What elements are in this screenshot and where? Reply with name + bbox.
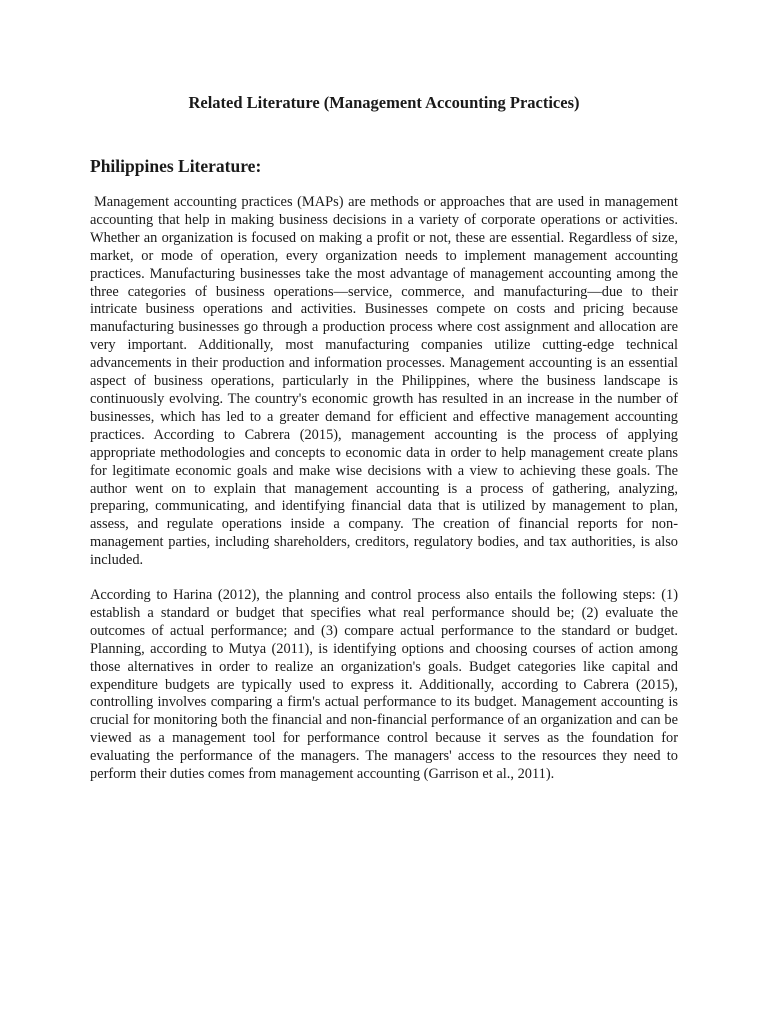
- document-title: Related Literature (Management Accounting Practices): [188, 93, 580, 112]
- section-heading-philippines-literature: Philippines Literature:: [90, 156, 262, 176]
- body-paragraph-2: According to Harina (2012), the planning and control process also entails the following steps: (1) establish a standard or budget that specifies what real performance should be; (2) evaluate the outcomes of actual performance; and (3) compare actual performance to the standard or budget. Planning, according to Mutya (2011), is identifying options and choosing courses of action among those alternatives in order to realize an organization's goals. Budget categories like capital and expenditure budgets are typically used to express it. Additionally, according to Cabrera (2015), controlling involves comparing a firm's actual performance to its budget. Management accounting is crucial for monitoring both the financial and non-financial performance of an organization and can be viewed as a management tool for performance control because it serves as the foundation for evaluating the performance of the managers. The managers' access to the resources they need to perform their duties comes from management accounting (Garrison et al., 2011).: [90, 587, 678, 783]
- body-paragraph-1: Management accounting practices (MAPs) are methods or approaches that are used in management accounting that help in making business decisions in a variety of corporate operations or activities. Whether an organization is focused on making a profit or not, these are essential. Regardless of size, market, or mode of operation, every organization needs to implement management accounting practices. Manufacturing businesses take the most advantage of management accounting among the three categories of business operations—service, commerce, and manufacturing—due to their intricate business operations and activities. Businesses compete on costs and pricing because manufacturing businesses go through a production process where cost assignment and allocation are very important. Additionally, most manufacturing companies utilize cutting-edge technical advancements in their production and information processes. Management accounting is an essential aspect of business operations, particularly in the Philippines, where the business landscape is continuously evolving. The country's economic growth has resulted in an increase in the number of businesses, which has led to a greater demand for efficient and effective management accounting practices. According to Cabrera (2015), management accounting is the process of applying appropriate methodologies and concepts to economic data in order to help management create plans for legitimate economic goals and make wise decisions with a view to achieving these goals. The author went on to explain that management accounting is a process of gathering, analyzing, preparing, communicating, and identifying financial data that is utilized by management to plan, assess, and regulate operations inside a company. The creation of financial reports for non-management parties, including shareholders, creditors, regulatory bodies, and tax authorities, is also included.: [90, 194, 678, 569]
